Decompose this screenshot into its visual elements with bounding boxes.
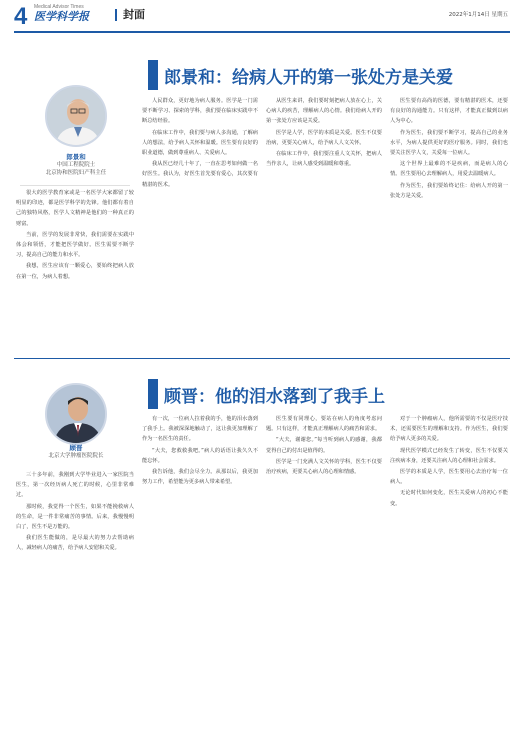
article1-headline [148, 60, 453, 90]
section-label: 封面 [115, 9, 145, 21]
portrait-gu-jin [45, 383, 107, 445]
headline-ribbon [148, 60, 158, 90]
paragraph: 当前，医学的发展非常快，我们需要在实践中体会和领悟，才能把医学做好。医生需要不断学习，提高自己的能力和水平。 [16, 231, 134, 259]
paragraph: 在临床工作中，我们要注重人文关怀，把病人当作亲人，让病人感受到温暖和尊重。 [266, 151, 382, 168]
article1-column-3 [266, 96, 382, 353]
article2-headline-text: 顾晋：他的泪水落到了我手上 [164, 386, 385, 407]
portrait-lang-jinghe [45, 85, 107, 147]
brand-chinese: 医学科学报 [34, 10, 89, 23]
paragraph: 我告诉他，我们会尽全力。从那以后，我更加努力工作，希望能为更多病人带来希望。 [142, 469, 258, 486]
paragraph: 有一次，一位病人拉着我的手，他的泪水落到了我手上。我被深深地触动了，这让我更加理解了作为一名医生的责任。 [142, 416, 258, 443]
paragraph: 对于一个肿瘤病人，他所需要的不仅是医疗技术，还需要医生的理解和支持。作为医生，我们要给予病人更多的关爱。 [390, 416, 508, 443]
paragraph: 现代医学模式已经发生了转变，医生不仅要关注疾病本身，还要关注病人的心理和社会需求。 [390, 447, 508, 464]
paragraph: 医生要有高尚的医德，要有精湛的医术，还要有良好的沟通能力。只有这样，才能真正做到以病人为中心。 [390, 98, 508, 125]
page-header [0, 0, 524, 30]
header-rule [14, 31, 510, 33]
paragraph: 在临床工作中，我们要与病人多沟通，了解病人的想法，给予病人关怀和温暖。医生要有良好的职业道德，做到尊重病人、关爱病人。 [142, 129, 258, 157]
paragraph: 人民群众，更好地为病人服务。医学是一门需要不断学习、探索的学科，我们要在临床实践中不断总结经验。 [142, 98, 258, 125]
paragraph: 我们医生能做的，是尽最大的努力去帮助病人，减轻病人的痛苦，给予病人安慰和关爱。 [16, 535, 134, 552]
paragraph: 医学是一门充满人文关怀的学科，医生不仅要治疗疾病，更要关心病人的心理和情感。 [266, 458, 382, 476]
paragraph: 从医生来讲，我们要时刻把病人放在心上，关心病人的疾苦，理解病人的心情。我们给病人开的第一张处方应该是关爱。 [266, 98, 382, 125]
article1-column-2 [142, 96, 258, 353]
person1-affiliation: 北京协和医院妇产科主任 [45, 170, 107, 176]
article2-headline [148, 379, 385, 409]
headline-ribbon [148, 379, 158, 409]
article2-column-3 [266, 414, 382, 722]
paragraph: 那时候，我觉得一个医生，如果不能挽救病人的生命，是一件非常痛苦的事情。后来，我慢慢明白了，医生不是万能的。 [16, 503, 134, 531]
person2-name: 顾晋 [69, 444, 83, 452]
person2-affiliation: 北京大学肿瘤医院院长 [48, 453, 104, 459]
paragraph: 这个世界上最难的不是疾病，而是病人的心情。医生要用心去理解病人，用爱去温暖病人。 [390, 161, 508, 178]
paragraph: 无论时代如何变化，医生关爱病人的初心不能变。 [390, 490, 508, 507]
article-separator [14, 358, 510, 359]
newspaper-brand [34, 4, 114, 26]
paragraph: “大夫，谢谢您。”每当听到病人的感谢，我都觉得自己的付出是值得的。 [266, 437, 382, 454]
paragraph: 医学是人学，医学的本质是关爱。医生不仅要治病，更要关心病人，给予病人人文关怀。 [266, 129, 382, 146]
caption-divider [20, 185, 130, 186]
article1-column-4 [390, 96, 508, 353]
person1-name: 郎景和 [66, 153, 86, 161]
paragraph: 很大的医学教育家或是一名医学大家都留了较明显的印迹，都是医学科学的先锋。他们都有着自己的独特风格，医学人文精神是他们的一种真正的财富。 [16, 190, 134, 227]
paragraph: 我想，医生应该有一颗爱心，要始终把病人放在第一位，为病人着想。 [16, 263, 134, 280]
paragraph: 三十多年前，我刚到大学毕业进入一家医院当医生，第一次经历病人死亡的时候，心里非常难过。 [16, 472, 134, 499]
issue-date: 2022年1月14日 星期五 [448, 12, 508, 18]
article2-column-1 [16, 470, 134, 722]
paragraph: “大夫，您救救我吧。”病人的话语让我久久不能忘怀。 [142, 447, 258, 464]
article1-headline-text: 郎景和：给病人开的第一张处方是关爱 [164, 67, 453, 88]
paragraph: 作为医生，我们要始终记住：给病人开的第一张处方是关爱。 [390, 182, 508, 199]
article2-column-2 [142, 414, 258, 722]
article2-column-4 [390, 414, 508, 722]
brand-english: Medical Advisor Times [34, 4, 84, 10]
paragraph: 医生要有同理心，要站在病人的角度考虑问题。只有这样，才能真正理解病人的痛苦和需求。 [266, 416, 382, 433]
page-number: 4 [14, 3, 28, 30]
person1-title: 中国工程院院士 [56, 162, 96, 168]
paragraph: 医学的本质是人学，医生要用心去治疗每一位病人。 [390, 469, 508, 486]
paragraph: 我从医已经几十年了，一直在思考如何做一名好医生。我认为，好医生首先要有爱心，其次要有精湛的医术。 [142, 161, 258, 188]
article1-column-1 [16, 188, 134, 353]
paragraph: 作为医生，我们要不断学习，提高自己的业务水平，为病人提供更好的医疗服务。同时，我们也要关注医学人文，关爱每一位病人。 [390, 129, 508, 157]
